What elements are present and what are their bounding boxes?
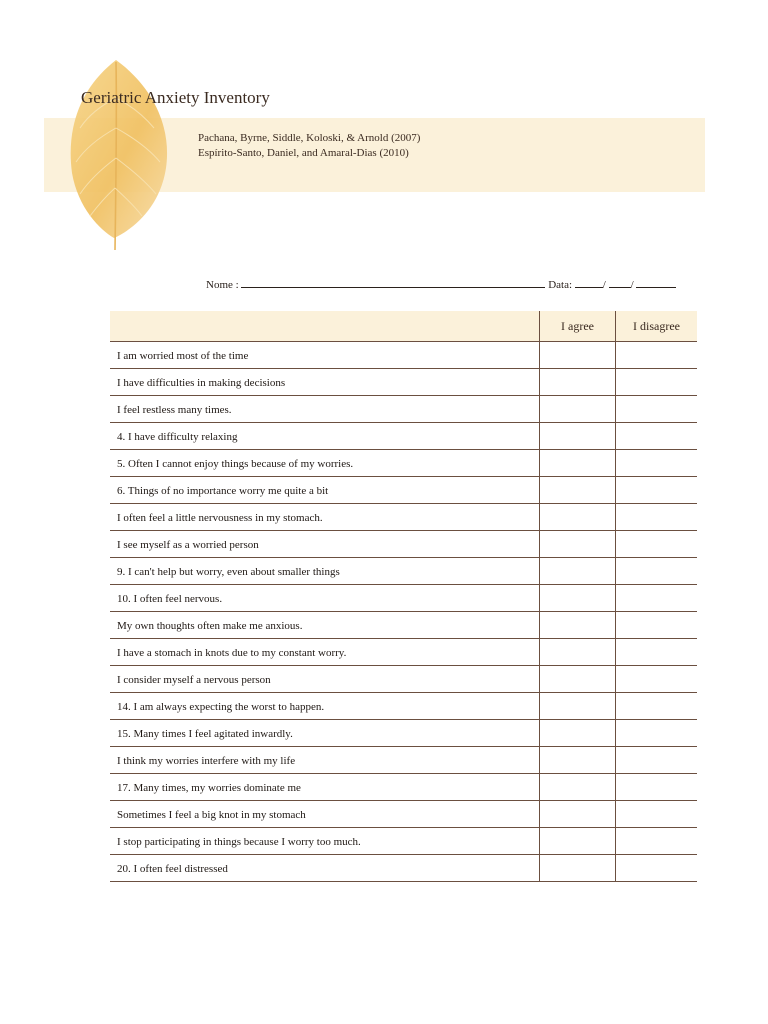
table-row xyxy=(110,639,697,666)
question-text: I see myself as a worried person xyxy=(110,531,540,558)
table-row xyxy=(110,369,697,396)
agree-answer-cell[interactable] xyxy=(540,396,616,423)
date-separator: / xyxy=(602,279,606,291)
question-text: I have difficulties in making decisions xyxy=(110,369,540,396)
citations xyxy=(198,131,420,161)
agree-answer-cell[interactable] xyxy=(540,531,616,558)
disagree-answer-cell[interactable] xyxy=(616,369,698,396)
disagree-answer-cell[interactable] xyxy=(616,531,698,558)
disagree-answer-cell[interactable] xyxy=(616,342,698,369)
table-row xyxy=(110,450,697,477)
question-text: My own thoughts often make me anxious. xyxy=(110,612,540,639)
table-row xyxy=(110,720,697,747)
agree-answer-cell[interactable] xyxy=(540,720,616,747)
disagree-answer-cell[interactable] xyxy=(616,801,698,828)
question-text: 20. I often feel distressed xyxy=(110,855,540,882)
question-text: 6. Things of no importance worry me quite a bit xyxy=(110,477,540,504)
agree-answer-cell[interactable] xyxy=(540,801,616,828)
agree-answer-cell[interactable] xyxy=(540,747,616,774)
name-field[interactable] xyxy=(241,278,545,288)
table-row xyxy=(110,396,697,423)
question-text: 5. Often I cannot enjoy things because of my worries. xyxy=(110,450,540,477)
agree-answer-cell[interactable] xyxy=(540,612,616,639)
question-text: I think my worries interfere with my life xyxy=(110,747,540,774)
inventory-table xyxy=(110,311,697,882)
agree-answer-cell[interactable] xyxy=(540,423,616,450)
disagree-answer-cell[interactable] xyxy=(616,504,698,531)
question-text: I stop participating in things because I worry too much. xyxy=(110,828,540,855)
table-row xyxy=(110,342,697,369)
date-separator: / xyxy=(630,279,634,291)
question-text: I feel restless many times. xyxy=(110,396,540,423)
disagree-answer-cell[interactable] xyxy=(616,612,698,639)
question-text: I often feel a little nervousness in my stomach. xyxy=(110,504,540,531)
agree-answer-cell[interactable] xyxy=(540,585,616,612)
question-text: 15. Many times I feel agitated inwardly. xyxy=(110,720,540,747)
table-row xyxy=(110,801,697,828)
table-row xyxy=(110,477,697,504)
table-row xyxy=(110,612,697,639)
question-text: Sometimes I feel a big knot in my stomach xyxy=(110,801,540,828)
citation-2: Espírito-Santo, Daniel, and Amaral-Dias (2010) xyxy=(198,147,409,159)
date-month-field[interactable] xyxy=(609,278,631,288)
table-row xyxy=(110,855,697,882)
disagree-answer-cell[interactable] xyxy=(616,558,698,585)
disagree-answer-cell[interactable] xyxy=(616,639,698,666)
question-text: 10. I often feel nervous. xyxy=(110,585,540,612)
question-text: 17. Many times, my worries dominate me xyxy=(110,774,540,801)
agree-column-header: I agree xyxy=(540,311,616,342)
agree-answer-cell[interactable] xyxy=(540,477,616,504)
disagree-answer-cell[interactable] xyxy=(616,585,698,612)
table-row xyxy=(110,558,697,585)
agree-answer-cell[interactable] xyxy=(540,639,616,666)
disagree-column-header: I disagree xyxy=(616,311,698,342)
disagree-answer-cell[interactable] xyxy=(616,828,698,855)
date-label: Data: xyxy=(548,279,573,291)
table-row xyxy=(110,747,697,774)
name-date-line xyxy=(206,278,676,291)
disagree-answer-cell[interactable] xyxy=(616,477,698,504)
table-row xyxy=(110,531,697,558)
page-title: Geriatric Anxiety Inventory xyxy=(81,88,270,107)
disagree-answer-cell[interactable] xyxy=(616,423,698,450)
table-header-row xyxy=(110,311,697,342)
agree-answer-cell[interactable] xyxy=(540,342,616,369)
agree-answer-cell[interactable] xyxy=(540,558,616,585)
table-row xyxy=(110,774,697,801)
table-row xyxy=(110,828,697,855)
name-label: Nome : xyxy=(206,279,239,291)
question-text: 14. I am always expecting the worst to happen. xyxy=(110,693,540,720)
agree-answer-cell[interactable] xyxy=(540,504,616,531)
disagree-answer-cell[interactable] xyxy=(616,693,698,720)
disagree-answer-cell[interactable] xyxy=(616,855,698,882)
question-text: I am worried most of the time xyxy=(110,342,540,369)
table-row xyxy=(110,504,697,531)
question-text: 4. I have difficulty relaxing xyxy=(110,423,540,450)
disagree-answer-cell[interactable] xyxy=(616,720,698,747)
citation-1: Pachana, Byrne, Siddle, Koloski, & Arnold (2007) xyxy=(198,132,421,144)
question-text: I have a stomach in knots due to my constant worry. xyxy=(110,639,540,666)
disagree-answer-cell[interactable] xyxy=(616,747,698,774)
table-row xyxy=(110,585,697,612)
disagree-answer-cell[interactable] xyxy=(616,666,698,693)
question-text: I consider myself a nervous person xyxy=(110,666,540,693)
table-row xyxy=(110,666,697,693)
disagree-answer-cell[interactable] xyxy=(616,774,698,801)
agree-answer-cell[interactable] xyxy=(540,855,616,882)
table-row xyxy=(110,693,697,720)
agree-answer-cell[interactable] xyxy=(540,369,616,396)
date-year-field[interactable] xyxy=(636,278,676,288)
agree-answer-cell[interactable] xyxy=(540,693,616,720)
question-text: 9. I can't help but worry, even about smaller things xyxy=(110,558,540,585)
agree-answer-cell[interactable] xyxy=(540,666,616,693)
agree-answer-cell[interactable] xyxy=(540,450,616,477)
table-row xyxy=(110,423,697,450)
agree-answer-cell[interactable] xyxy=(540,828,616,855)
agree-answer-cell[interactable] xyxy=(540,774,616,801)
disagree-answer-cell[interactable] xyxy=(616,450,698,477)
date-day-field[interactable] xyxy=(575,278,603,288)
question-column-header xyxy=(110,311,540,342)
disagree-answer-cell[interactable] xyxy=(616,396,698,423)
